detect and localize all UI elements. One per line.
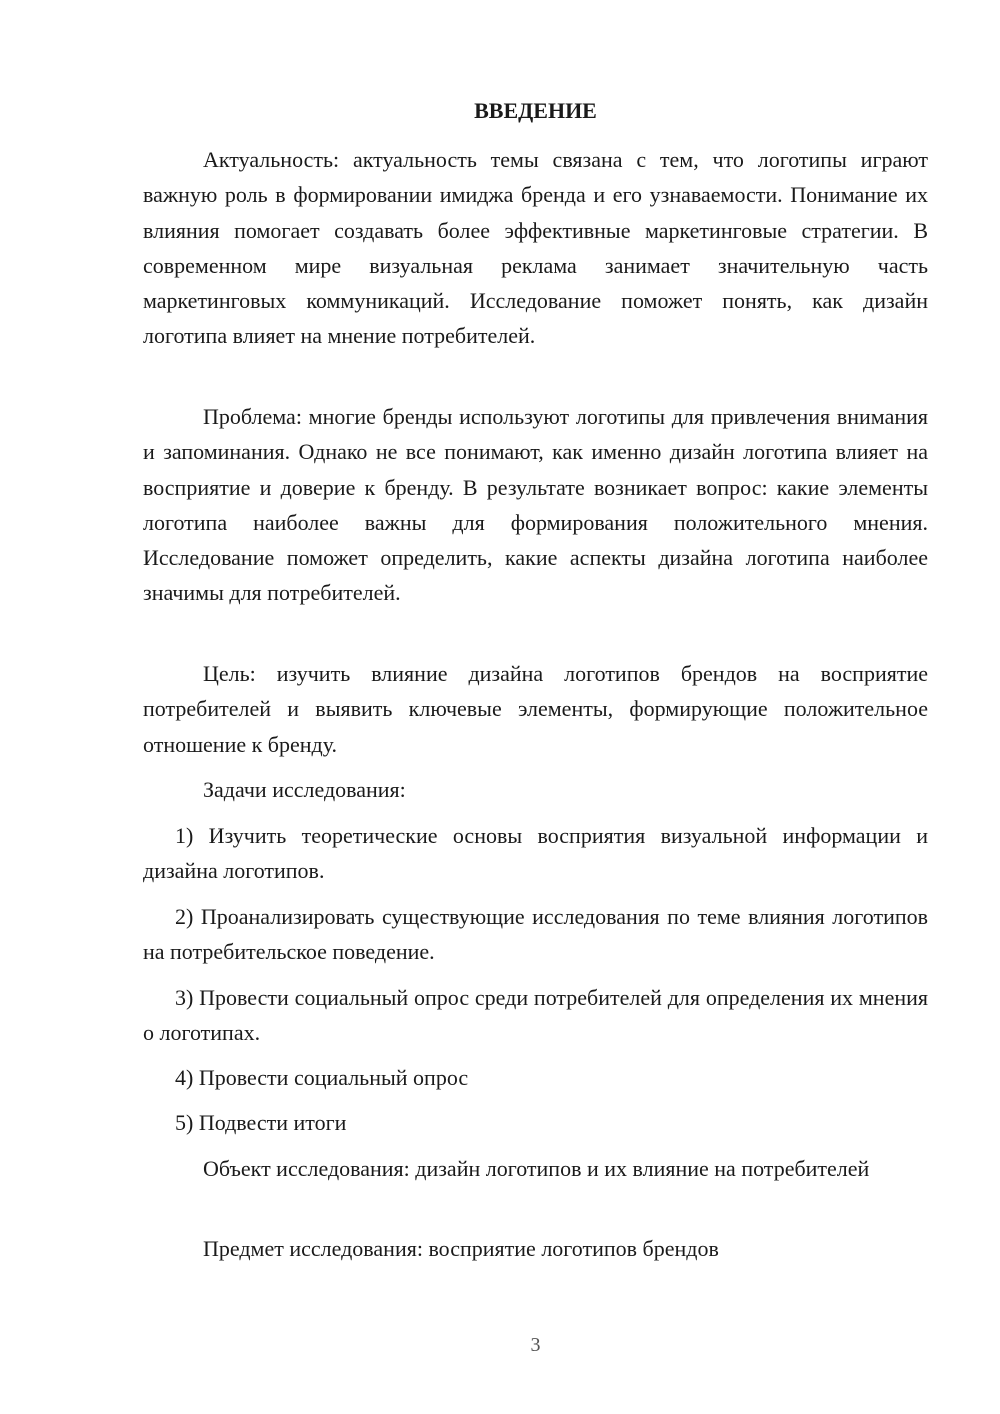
task-item-2: 2) Проанализировать существующие исследования по теме влияния логотипов на потребительское поведение. (143, 904, 928, 965)
document-page (143, 0, 928, 1414)
task-item-5: 5) Подвести итоги (175, 1110, 347, 1135)
page-number: 3 (530, 1334, 541, 1356)
tasks-heading: Задачи исследования: (203, 777, 406, 802)
paragraph-goal: Цель: изучить влияние дизайна логотипов брендов на восприятие потребителей и выявить ключевые элементы, формирующие положительное отношение к бренду. (143, 661, 928, 757)
paragraph-object: Объект исследования: дизайн логотипов и их влияние на потребителей (203, 1156, 870, 1181)
paragraph-relevance: Актуальность: актуальность темы связана с тем, что логотипы играют важную роль в формировании имиджа бренда и его узнаваемости. Понимание их влияния помогает создавать более эффективные маркетинговые стратегии. В современном мире визуальная реклама занимает значительную часть маркетинговых коммуникаций. Исследование поможет понять, как дизайн логотипа влияет на мнение потребителей. (143, 147, 928, 349)
task-item-3: 3) Провести социальный опрос среди потребителей для определения их мнения о логотипах. (143, 985, 928, 1046)
paragraph-subject: Предмет исследования: восприятие логотипов брендов (203, 1236, 719, 1261)
task-item-1: 1) Изучить теоретические основы восприятия визуальной информации и дизайна логотипов. (143, 823, 928, 884)
page-title: ВВЕДЕНИЕ (474, 98, 597, 123)
task-item-4: 4) Провести социальный опрос (175, 1065, 469, 1090)
paragraph-problem: Проблема: многие бренды используют логотипы для привлечения внимания и запоминания. Однако не все понимают, как именно дизайн логотипа влияет на восприятие и доверие к бренду. В результате возникает вопрос: какие элементы логотипа наиболее важны для формирования положительного мнения. Исследование поможет определить, какие аспекты дизайна логотипа наиболее значимы для потребителей. (143, 404, 928, 606)
